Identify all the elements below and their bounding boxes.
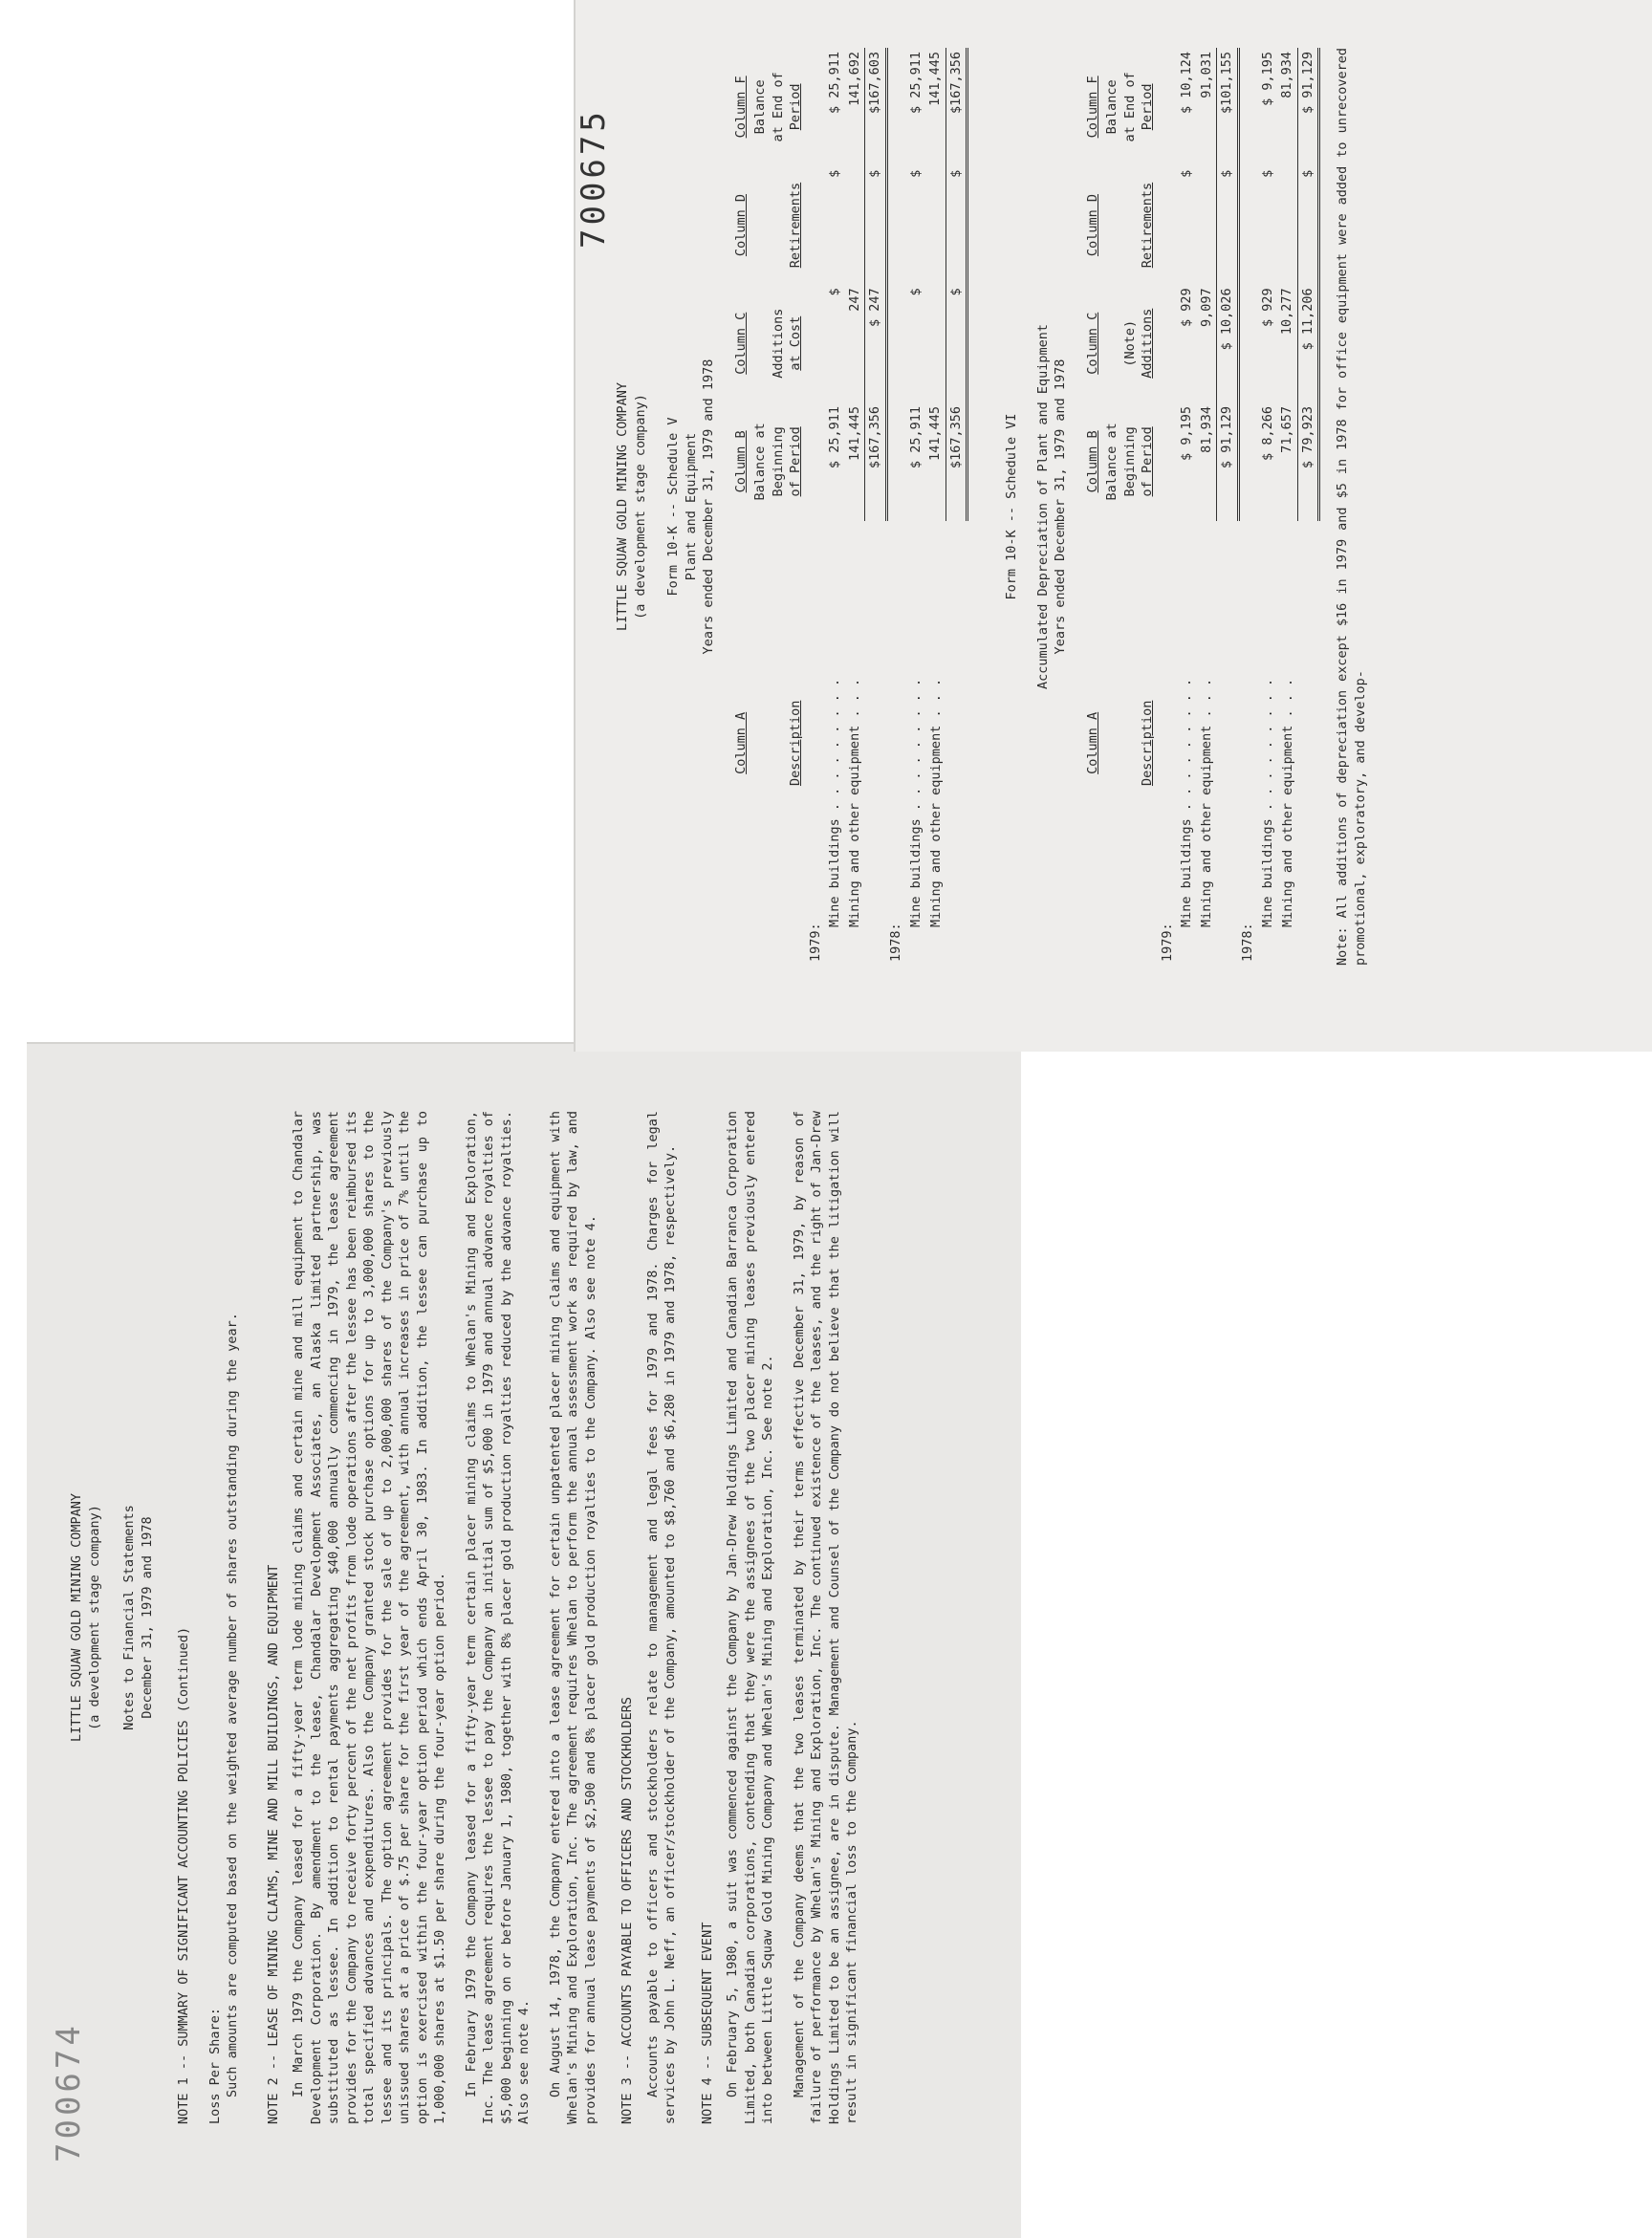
table-row (845, 48, 865, 966)
company-name: LITTLE SQUAW GOLD MINING COMPANY (615, 381, 630, 632)
company-stage: (a development stage company) (86, 1505, 102, 1730)
column-a-label: Column A (1084, 711, 1100, 774)
cell-balance-begin: $ 79,923 (1297, 402, 1319, 521)
column-f-label: Column F (1084, 76, 1100, 139)
cell-balance-end: $167,603 (865, 48, 887, 166)
header-f-line: at End of (1121, 72, 1138, 142)
cell-balance-begin: $ 8,266 (1259, 406, 1275, 461)
cell-retirements (925, 166, 946, 285)
schedule6-form: Form 10-K -- Schedule VI (1004, 413, 1019, 600)
row-description: Mine buildings . . . . . . . . . (827, 678, 842, 927)
cell-additions: $ 929 (1179, 288, 1194, 328)
header-b-line: Beginning (770, 426, 786, 497)
header-b-line: Balance at (752, 423, 768, 501)
header-b-line: Balance at (1104, 423, 1119, 501)
header-b-line: of Period (788, 426, 803, 497)
schedule6-header (1003, 0, 1070, 1013)
total-row (946, 48, 967, 966)
statement-title: Notes to Financial Statements (121, 1505, 137, 1730)
right-page (574, 0, 1652, 1052)
column-b-label: Column B (1084, 430, 1100, 493)
note3-heading: NOTE 3 -- ACCOUNTS PAYABLE TO OFFICERS AND STOCKHOLDERS (620, 1696, 635, 2124)
note1-label: Loss Per Share: (206, 2008, 223, 2124)
cell-balance-begin: 141,445 (925, 402, 946, 521)
header-f-line: Balance (1104, 79, 1119, 135)
year-label: 1979: (1159, 923, 1175, 962)
cell-additions: 247 (845, 284, 865, 402)
row-description: Mining and other equipment . . . (1279, 678, 1295, 927)
schedule6-period: Years ended December 31, 1979 and 1978 (1053, 359, 1068, 655)
cell-retirements: $ (1179, 169, 1194, 178)
note2-paragraph-2: In February 1979 the Company leased for a fifty-year term certain placer mining claims to Whelan's Mining and Exploration, Inc. The lease agreement requires the lessee to pay the Company an initial sum of $5,000 in 1979 and annual advance royalties of $5,000 beginning on or before January 1, 1980, together with 8% placer gold production royalties reduced by the advance royalties. Also see note 4. (463, 1111, 532, 2124)
cell-balance-begin: 141,445 (845, 402, 865, 521)
note4-paragraph-1: On February 5, 1980, a suit was commenced against the Company by Jan-Drew Holdings Limited and Canadian Barranca Corporation Limited, both Canadian corporations, contending that they were the assignees of the two placer mining leases previously entered into between Little Squaw Gold Mining Company and Whelan's Mining and Exploration, Inc. See note 2. (725, 1111, 775, 2124)
right-page-header (614, 0, 718, 1013)
note1-text: Such amounts are computed based on the weighted average number of shares outstanding during the year. (225, 1313, 240, 2097)
cell-balance-begin: 81,934 (1197, 402, 1217, 521)
table-row (1258, 48, 1278, 966)
note4-heading: NOTE 4 -- SUBSEQUENT EVENT (699, 1922, 715, 2124)
table-row (906, 48, 926, 966)
header-d-line: Retirements (1140, 182, 1155, 269)
cell-balance-end: 81,934 (1277, 48, 1297, 166)
table-row (925, 48, 946, 966)
header-description: Description (788, 700, 803, 787)
cell-additions: $ (827, 288, 842, 296)
row-description: Mining and other equipment . . . (1199, 678, 1214, 927)
year-label: 1979: (807, 923, 823, 962)
cell-balance-end: $ 10,124 (1179, 52, 1194, 115)
cell-balance-end: $ 91,129 (1297, 48, 1319, 166)
cell-balance-end: $ 25,911 (827, 52, 842, 115)
note1-heading: NOTE 1 -- SUMMARY OF SIGNIFICANT ACCOUNTING POLICIES (Continued) (176, 1626, 191, 2124)
schedule6-footnote: Note: All additions of depreciation except $16 in 1979 and $5 in 1978 for office equipment were added to unrecovered promotional, exploratory, and develop- (1335, 48, 1368, 966)
cell-balance-end: $ 25,911 (907, 52, 924, 115)
table-row (1177, 48, 1197, 966)
note4-paragraph-2: Management of the Company deems that the two leases terminated by their terms effective December 31, 1979, by reason of failure of performance by Whelan's Mining and Exploration, Inc. The continued existence of the leases, and the right of Jan-Drew Holdings Limited to be an assignee, are in dispute. Management and Counsel of the Company do not believe that the litigation will result in significant financial loss to the Company. (791, 1111, 859, 2124)
cell-balance-begin: $ 9,195 (1179, 406, 1194, 461)
schedule5-table (731, 48, 969, 966)
cell-balance-begin: $167,356 (946, 402, 967, 521)
cell-balance-begin: 71,657 (1277, 402, 1297, 521)
header-f-line: Balance (752, 79, 768, 135)
row-description: Mine buildings . . . . . . . . . (1259, 678, 1275, 927)
cell-additions: $ 11,206 (1297, 284, 1319, 402)
cell-balance-begin: $ 91,129 (1217, 402, 1239, 521)
row-description: Mine buildings . . . . . . . . . (907, 678, 924, 927)
header-description: Description (1140, 700, 1155, 787)
cell-retirements: $ (1217, 166, 1239, 285)
header-c-line: Additions (1140, 308, 1155, 379)
cell-balance-begin: $167,356 (865, 402, 887, 521)
note2-paragraph-1: In March 1979 the Company leased for a fifty-year term lode mining claims and certain mine and mill equipment to Chandalar Development Corporation. By amendment to the lease, Chandalar Development Associates, an Alaska limited partnership, was substituted as lessee. In addition to rental payments aggregating $40,000 annually commencing in 1979, the lease agreement provides for the Company to receive forty percent of the net profits from lode operations after the lessee has been reimbursed its total specified advances and expenditures. Also the Company granted stock purchase options for up to 3,000,000 shares to the lessee and its principals. The option agreement provides for the sale of up to 2,000,000 shares of the Company's previously unissued shares at a price of $.75 per share for the first year of the agreement, with annual increases in price of 7% until the option is exercised within the four-year option period which ends April 30, 1983. In addition, the lessee can purchase up to 1,000,000 shares at $1.50 per share during the four-year option period. (291, 1111, 447, 2124)
column-c-label: Column C (732, 312, 749, 375)
schedule6-title: Accumulated Depreciation of Plant and Equipment (1034, 324, 1051, 690)
schedule5-title: Plant and Equipment (683, 432, 699, 581)
column-d-label: Column D (1084, 194, 1100, 257)
year-label: 1978: (1240, 923, 1255, 962)
cell-retirements: $ (946, 166, 967, 285)
cell-balance-end: 91,031 (1197, 48, 1217, 166)
header-c-line: Additions (770, 308, 786, 379)
header-c-line: at Cost (788, 315, 803, 371)
total-row (865, 48, 887, 966)
cell-retirements (1277, 166, 1297, 285)
table-row (1277, 48, 1297, 966)
note3-paragraph: Accounts payable to officers and stockholders relate to management and legal fees for 1979 and 1978. Charges for legal services by John L. Neff, an officer/stockholder of the Company, amounted to $8,760 and $6,280 in 1979 and 1978, respectively. (644, 1111, 678, 2124)
left-page-content (41, 1054, 1016, 2182)
schedule6-table (1083, 48, 1321, 966)
header-b-line: of Period (1140, 426, 1155, 497)
cell-additions (925, 284, 946, 402)
cell-additions: $ (946, 284, 967, 402)
schedule5-form: Form 10-K -- Schedule V (665, 417, 681, 597)
cell-balance-begin: $ 25,911 (827, 406, 842, 469)
column-b-label: Column B (732, 430, 749, 493)
row-description: Mining and other equipment . . . (927, 678, 944, 927)
notes-body (175, 1111, 861, 2124)
table-row (825, 48, 845, 966)
cell-retirements: $ (1297, 166, 1319, 285)
cell-balance-end: $101,155 (1217, 48, 1239, 166)
left-page (27, 1042, 1021, 2238)
note2-heading: NOTE 2 -- LEASE OF MINING CLAIMS, MINE AND MILL BUILDINGS, AND EQUIPMENT (265, 1564, 281, 2124)
left-page-header (68, 1054, 156, 2182)
note2-paragraph-3: On August 14, 1978, the Company entered into a lease agreement for certain unpatented placer mining claims and equipment with Whelan's Mining and Exploration, Inc. The agreement requires Whelan to perform the annual assessment work as required by law, and provides for annual lease payments of $2,500 and 8% placer gold production royalties to the Company. Also see note 4. (547, 1111, 598, 2124)
cell-retirements: $ (865, 166, 887, 285)
row-description: Mine buildings . . . . . . . . . (1179, 678, 1194, 927)
total-row (1297, 48, 1319, 966)
header-f-line: Period (788, 83, 803, 131)
cell-balance-end: $ 9,195 (1259, 52, 1275, 106)
column-a-label: Column A (732, 711, 749, 774)
cell-additions: $ (907, 288, 924, 296)
cell-additions: 9,097 (1197, 284, 1217, 402)
page-number-stamp: 700674 (50, 2022, 88, 2162)
row-description: Mining and other equipment . . . (847, 678, 862, 927)
cell-additions: $ 10,026 (1217, 284, 1239, 402)
cell-retirements (845, 166, 865, 285)
total-row (1217, 48, 1239, 966)
cell-balance-end: 141,445 (925, 48, 946, 166)
cell-additions: 10,277 (1277, 284, 1297, 402)
header-d-line: Retirements (788, 182, 803, 269)
header-b-line: Beginning (1121, 426, 1138, 497)
column-f-label: Column F (732, 76, 749, 139)
cell-balance-end: $167,356 (946, 48, 967, 166)
cell-retirements (1197, 166, 1217, 285)
cell-retirements: $ (1259, 169, 1275, 178)
page-number-stamp: 700675 (575, 108, 613, 249)
cell-retirements: $ (907, 169, 924, 178)
year-label: 1978: (888, 923, 903, 962)
schedule5-period: Years ended December 31, 1979 and 1978 (701, 359, 716, 655)
table-row (1197, 48, 1217, 966)
header-c-line: (Note) (1121, 319, 1138, 367)
header-f-line: at End of (770, 72, 786, 142)
cell-balance-end: 141,692 (845, 48, 865, 166)
cell-additions: $ 929 (1259, 288, 1275, 328)
header-f-line: Period (1140, 83, 1155, 131)
cell-balance-begin: $ 25,911 (907, 406, 924, 469)
column-d-label: Column D (732, 194, 749, 257)
cell-additions: $ 247 (865, 284, 887, 402)
company-stage: (a development stage company) (632, 394, 648, 619)
column-c-label: Column C (1084, 312, 1100, 375)
right-page-content (575, 0, 1646, 1013)
company-name: LITTLE SQUAW GOLD MINING COMPANY (69, 1492, 84, 1743)
cell-retirements: $ (827, 169, 842, 178)
statement-period: December 31, 1979 and 1978 (139, 1516, 155, 1719)
